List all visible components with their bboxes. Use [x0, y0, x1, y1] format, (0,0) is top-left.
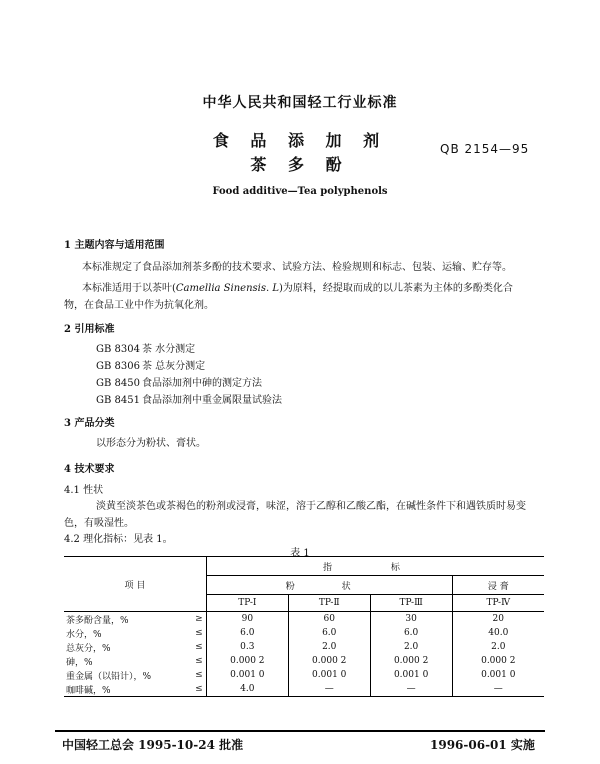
footer-rule — [55, 730, 545, 732]
table-row: 茶多酚含量，% ≥ 90 60 30 20 — [64, 612, 544, 627]
table-header-paste: 浸 膏 — [452, 576, 544, 595]
section-1-heading: 1 主题内容与适用范围 — [64, 240, 165, 251]
table-header-item: 项 目 — [64, 557, 206, 612]
section-3-para: 以形态分为粉状、膏状。 — [96, 438, 206, 449]
table-row: 总灰分，% ≤ 0.3 2.0 2.0 2.0 — [64, 640, 544, 654]
title-en: Food additive—Tea polyphenols — [212, 186, 388, 197]
section-4-heading: 4 技术要求 — [64, 464, 115, 475]
section-3-heading: 3 产品分类 — [64, 418, 115, 429]
grade-header: TP-Ⅰ — [206, 595, 288, 612]
table-header-powder: 粉 状 — [206, 576, 452, 595]
effective-date: 1996-06-01 实施 — [430, 738, 535, 752]
title-cn-line2: 茶 多 酚 — [250, 155, 350, 174]
table-row: 重金属（以铅计），% ≤ 0.001 0 0.001 0 0.001 0 0.001 0 — [64, 668, 544, 682]
table-row: 水分，% ≤ 6.0 6.0 6.0 40.0 — [64, 626, 544, 640]
reference-item: GB 8304 茶 水分测定 — [96, 344, 196, 355]
section-2-heading: 2 引用标准 — [64, 324, 115, 335]
grade-header: TP-Ⅳ — [452, 595, 544, 612]
reference-item: GB 8451 食品添加剂中重金属限量试验法 — [96, 395, 282, 406]
section-4-2-heading: 4.2 理化指标：见表 1。 — [64, 534, 173, 545]
title-cn-line1: 食 品 添 加 剂 — [212, 131, 388, 150]
reference-item: GB 8306 茶 总灰分测定 — [96, 361, 206, 372]
grade-header: TP-Ⅲ — [370, 595, 452, 612]
org-title: 中华人民共和国轻工行业标准 — [202, 95, 398, 111]
section-1-para-1: 本标准规定了食品添加剂茶多酚的技术要求、试验方法、检验规则和标志、包装、运输、贮存等。 — [82, 262, 512, 273]
section-1-para-2: 本标准适用于以茶叶(Camellia Sinensis. L)为原料，经提取而成的以儿茶素为主体的多酚类化合 — [82, 283, 513, 294]
specs-table — [64, 556, 544, 697]
section-4-1-para-1: 淡黄至淡茶色或茶褐色的粉剂或浸膏，味涩，溶于乙醇和乙酸乙酯，在碱性条件下和遇铁质时易变 — [96, 501, 526, 512]
section-4-1-heading: 4.1 性状 — [64, 485, 104, 496]
section-4-1-para-2: 色，有吸湿性。 — [64, 518, 134, 529]
grade-header: TP-Ⅱ — [288, 595, 370, 612]
approval-date: 中国轻工总会 1995-10-24 批准 — [62, 738, 244, 752]
table-row: 砷，% ≤ 0.000 2 0.000 2 0.000 2 0.000 2 — [64, 654, 544, 668]
section-1-para-3: 物，在食品工业中作为抗氧化剂。 — [64, 300, 214, 311]
table-header-index: 指 标 — [206, 557, 544, 576]
table-caption: 表 1 — [290, 548, 310, 559]
table-row: 咖啡碱，% ≤ 4.0 — — — — [64, 682, 544, 697]
standard-number: QB 2154—95 — [440, 142, 530, 156]
reference-item: GB 8450 食品添加剂中砷的测定方法 — [96, 378, 262, 389]
